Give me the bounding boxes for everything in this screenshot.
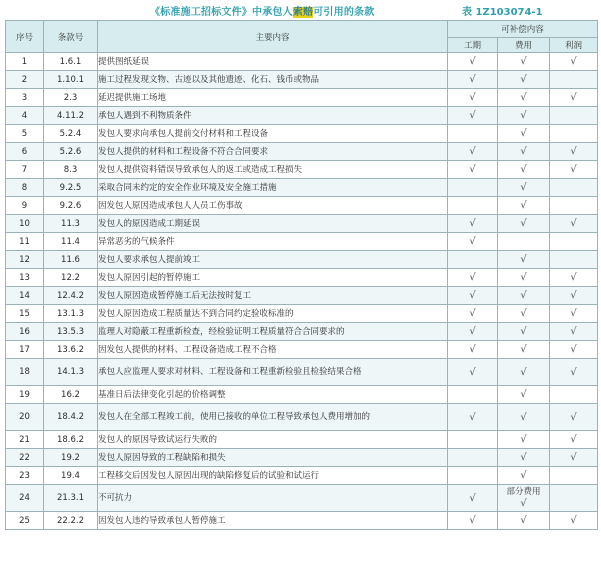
claims-table	[5, 20, 598, 530]
check-period	[448, 341, 498, 359]
row-content: 发包人原因引起的暂停施工	[98, 269, 448, 287]
row-seq: 12	[6, 251, 44, 269]
check-period	[448, 404, 498, 431]
check-cost	[498, 359, 550, 386]
check-period	[448, 215, 498, 233]
row-content: 基准日后法律变化引起的价格调整	[98, 386, 448, 404]
check-icon: √	[469, 492, 476, 504]
table-row	[6, 161, 598, 179]
row-clause: 22.2.2	[44, 512, 98, 530]
check-cost	[498, 125, 550, 143]
row-clause: 16.2	[44, 386, 98, 404]
check-cost	[498, 71, 550, 89]
row-content: 发包人原因造成暂停施工后无法按时复工	[98, 287, 448, 305]
row-seq: 16	[6, 323, 44, 341]
table-row	[6, 53, 598, 71]
col-seq-header: 序号	[6, 21, 44, 53]
row-seq: 11	[6, 233, 44, 251]
check-profit	[550, 485, 598, 512]
row-seq: 23	[6, 467, 44, 485]
check-icon: √	[469, 146, 476, 157]
check-period	[448, 125, 498, 143]
col-profit-header: 利润	[550, 38, 598, 53]
row-seq: 7	[6, 161, 44, 179]
table-row	[6, 404, 598, 431]
check-cost	[498, 53, 550, 71]
row-clause: 18.4.2	[44, 404, 98, 431]
check-icon: √	[520, 344, 527, 355]
check-icon: √	[570, 366, 577, 378]
check-period	[448, 233, 498, 251]
col-period-header: 工期	[448, 38, 498, 53]
check-icon: √	[469, 344, 476, 355]
row-clause: 2.3	[44, 89, 98, 107]
check-cost	[498, 467, 550, 485]
table-row	[6, 386, 598, 404]
row-seq: 1	[6, 53, 44, 71]
check-icon: √	[570, 56, 577, 67]
row-content: 发包人在全部工程竣工前，使用已接收的单位工程导致承包人费用增加的	[98, 404, 448, 431]
check-icon: √	[469, 515, 476, 526]
check-cost	[498, 323, 550, 341]
row-clause: 19.4	[44, 467, 98, 485]
check-period	[448, 467, 498, 485]
check-icon: √	[520, 92, 527, 103]
check-icon: √	[570, 411, 577, 423]
row-content: 发包人的原因导致试运行失败的	[98, 431, 448, 449]
check-icon: √	[570, 146, 577, 157]
row-seq: 5	[6, 125, 44, 143]
title-highlight: 索赔	[292, 7, 314, 18]
check-icon: √	[520, 498, 527, 509]
check-icon: √	[520, 164, 527, 175]
row-content: 承包人应监理人要求对材料、工程设备和工程重新检验且检验结果合格	[98, 359, 448, 386]
check-cost	[498, 215, 550, 233]
check-profit	[550, 143, 598, 161]
table-row	[6, 89, 598, 107]
row-seq: 24	[6, 485, 44, 512]
row-clause: 4.11.2	[44, 107, 98, 125]
check-period	[448, 287, 498, 305]
check-profit	[550, 449, 598, 467]
row-seq: 8	[6, 179, 44, 197]
check-period	[448, 197, 498, 215]
check-cost	[498, 251, 550, 269]
check-icon: √	[520, 326, 527, 337]
row-clause: 18.6.2	[44, 431, 98, 449]
check-cost	[498, 89, 550, 107]
row-clause: 13.5.3	[44, 323, 98, 341]
check-icon: √	[520, 56, 527, 67]
check-cost	[498, 431, 550, 449]
row-seq: 13	[6, 269, 44, 287]
row-seq: 17	[6, 341, 44, 359]
row-seq: 4	[6, 107, 44, 125]
row-clause: 12.4.2	[44, 287, 98, 305]
check-period	[448, 179, 498, 197]
row-clause: 5.2.4	[44, 125, 98, 143]
check-profit	[550, 197, 598, 215]
row-content: 发包人原因造成工程质量达不到合同约定验收标准的	[98, 305, 448, 323]
check-period	[448, 161, 498, 179]
check-icon: √	[570, 344, 577, 355]
row-content: 发包人提供资料错误导致承包人的返工或造成工程损失	[98, 161, 448, 179]
row-clause: 21.3.1	[44, 485, 98, 512]
check-icon: √	[570, 326, 577, 337]
check-period	[448, 305, 498, 323]
check-profit	[550, 341, 598, 359]
table-header	[6, 21, 598, 53]
row-clause: 1.10.1	[44, 71, 98, 89]
check-period	[448, 107, 498, 125]
check-icon: √	[520, 200, 527, 211]
check-cost	[498, 449, 550, 467]
row-seq: 10	[6, 215, 44, 233]
check-profit	[550, 179, 598, 197]
table-row	[6, 233, 598, 251]
check-icon: √	[520, 411, 527, 423]
check-icon: √	[570, 452, 577, 463]
row-seq: 6	[6, 143, 44, 161]
table-row	[6, 71, 598, 89]
check-icon: √	[520, 366, 527, 378]
check-icon: √	[570, 164, 577, 175]
row-seq: 3	[6, 89, 44, 107]
row-seq: 2	[6, 71, 44, 89]
check-cost	[498, 179, 550, 197]
check-icon: √	[520, 389, 527, 400]
row-content: 因发包人原因造成承包人人员工伤事故	[98, 197, 448, 215]
check-icon: √	[469, 366, 476, 378]
table-row	[6, 467, 598, 485]
check-profit	[550, 512, 598, 530]
check-icon: √	[520, 128, 527, 139]
row-clause: 9.2.5	[44, 179, 98, 197]
check-icon: √	[570, 272, 577, 283]
check-icon: √	[520, 254, 527, 265]
table-row	[6, 359, 598, 386]
check-profit	[550, 431, 598, 449]
check-profit	[550, 125, 598, 143]
check-profit	[550, 233, 598, 251]
check-profit	[550, 269, 598, 287]
check-icon: √	[520, 182, 527, 193]
check-profit	[550, 53, 598, 71]
table-row	[6, 512, 598, 530]
title-prefix: 《标准施工招标文件》中承包人	[150, 7, 293, 18]
table-title	[150, 3, 374, 18]
check-icon: √	[469, 290, 476, 301]
col-content-header: 主要内容	[98, 21, 448, 53]
check-icon: √	[520, 452, 527, 463]
check-period	[448, 386, 498, 404]
check-icon: √	[520, 74, 527, 85]
row-content: 发包人的原因造成工期延误	[98, 215, 448, 233]
row-clause: 12.2	[44, 269, 98, 287]
check-profit	[550, 215, 598, 233]
check-profit	[550, 323, 598, 341]
check-cost	[498, 512, 550, 530]
table-row	[6, 305, 598, 323]
check-profit	[550, 89, 598, 107]
table-row	[6, 179, 598, 197]
check-cost	[498, 233, 550, 251]
row-content: 发包人原因导致的工程缺陷和损失	[98, 449, 448, 467]
title-bar	[0, 0, 601, 20]
check-period	[448, 512, 498, 530]
check-icon: √	[570, 515, 577, 526]
check-icon: √	[469, 308, 476, 319]
check-icon: √	[520, 146, 527, 157]
table-row	[6, 107, 598, 125]
table-id: 表 1Z103074-1	[462, 7, 543, 18]
row-seq: 25	[6, 512, 44, 530]
col-clause-header: 条款号	[44, 21, 98, 53]
check-icon: √	[469, 92, 476, 103]
table-row	[6, 215, 598, 233]
check-profit	[550, 305, 598, 323]
check-icon: √	[520, 308, 527, 319]
check-icon: √	[520, 218, 527, 229]
check-icon: √	[469, 326, 476, 337]
check-icon: √	[469, 272, 476, 283]
row-content: 因发包人违约导致承包人暂停施工	[98, 512, 448, 530]
row-seq: 19	[6, 386, 44, 404]
check-cost	[498, 197, 550, 215]
row-content: 发包人要求向承包人提前交付材料和工程设备	[98, 125, 448, 143]
check-profit	[550, 386, 598, 404]
row-content: 承包人遇到不利物质条件	[98, 107, 448, 125]
check-icon: √	[469, 236, 476, 247]
table-body	[6, 53, 598, 530]
row-content: 施工过程发现文物、古迹以及其他遗迹、化石、钱币或物品	[98, 71, 448, 89]
row-seq: 22	[6, 449, 44, 467]
check-period	[448, 251, 498, 269]
row-content: 发包人提供的材料和工程设备不符合合同要求	[98, 143, 448, 161]
check-period	[448, 143, 498, 161]
row-content: 采取合同未约定的安全作业环境及安全施工措施	[98, 179, 448, 197]
check-profit	[550, 467, 598, 485]
table-row	[6, 449, 598, 467]
check-period	[448, 53, 498, 71]
check-icon: √	[520, 470, 527, 481]
check-icon: √	[570, 434, 577, 445]
row-clause: 11.6	[44, 251, 98, 269]
table-row	[6, 341, 598, 359]
row-clause: 13.6.2	[44, 341, 98, 359]
table-row	[6, 197, 598, 215]
row-clause: 13.1.3	[44, 305, 98, 323]
row-content: 提供图纸延误	[98, 53, 448, 71]
row-clause: 5.2.6	[44, 143, 98, 161]
row-content: 不可抗力	[98, 485, 448, 512]
row-clause: 11.4	[44, 233, 98, 251]
row-content: 异常恶劣的气候条件	[98, 233, 448, 251]
row-content: 监理人对隐蔽工程重新检查，经检验证明工程质量符合合同要求的	[98, 323, 448, 341]
row-clause: 11.3	[44, 215, 98, 233]
check-icon: √	[520, 515, 527, 526]
check-icon: √	[469, 164, 476, 175]
check-profit	[550, 71, 598, 89]
check-period	[448, 89, 498, 107]
row-seq: 15	[6, 305, 44, 323]
check-cost	[498, 143, 550, 161]
check-cost	[498, 485, 550, 512]
row-content: 因发包人提供的材料、工程设备造成工程不合格	[98, 341, 448, 359]
check-cost	[498, 341, 550, 359]
row-seq: 14	[6, 287, 44, 305]
table-row	[6, 143, 598, 161]
check-period	[448, 269, 498, 287]
row-clause: 14.1.3	[44, 359, 98, 386]
table-row	[6, 485, 598, 512]
table-row	[6, 287, 598, 305]
row-clause: 1.6.1	[44, 53, 98, 71]
row-seq: 21	[6, 431, 44, 449]
table-row	[6, 125, 598, 143]
check-profit	[550, 359, 598, 386]
row-seq: 9	[6, 197, 44, 215]
check-period	[448, 485, 498, 512]
check-icon: √	[469, 411, 476, 423]
title-suffix: 可引用的条款	[313, 7, 375, 18]
check-icon: √	[469, 110, 476, 121]
check-cost	[498, 305, 550, 323]
col-compensable-header: 可补偿内容	[448, 21, 598, 38]
check-icon: √	[520, 290, 527, 301]
check-icon: √	[570, 308, 577, 319]
table-row	[6, 269, 598, 287]
check-profit	[550, 287, 598, 305]
row-clause: 8.3	[44, 161, 98, 179]
check-icon: √	[520, 110, 527, 121]
row-seq: 18	[6, 359, 44, 386]
check-icon: √	[570, 218, 577, 229]
check-profit	[550, 107, 598, 125]
table-row	[6, 323, 598, 341]
check-profit	[550, 404, 598, 431]
check-profit	[550, 161, 598, 179]
check-icon: √	[469, 74, 476, 85]
check-cost	[498, 269, 550, 287]
check-period	[448, 71, 498, 89]
row-content: 工程移交后因发包人原因出现的缺陷修复后的试验和试运行	[98, 467, 448, 485]
check-icon: √	[520, 434, 527, 445]
check-period	[448, 359, 498, 386]
cost-note: 部分费用	[506, 487, 541, 497]
check-period	[448, 431, 498, 449]
check-icon: √	[520, 272, 527, 283]
row-content: 延迟提供施工场地	[98, 89, 448, 107]
check-period	[448, 323, 498, 341]
row-clause: 9.2.6	[44, 197, 98, 215]
row-seq: 20	[6, 404, 44, 431]
table-row	[6, 251, 598, 269]
col-cost-header: 费用	[498, 38, 550, 53]
table-row	[6, 431, 598, 449]
check-period	[448, 449, 498, 467]
check-cost	[498, 107, 550, 125]
check-profit	[550, 251, 598, 269]
check-icon: √	[570, 290, 577, 301]
row-clause: 19.2	[44, 449, 98, 467]
check-cost	[498, 404, 550, 431]
check-cost	[498, 386, 550, 404]
check-cost	[498, 161, 550, 179]
check-icon: √	[469, 56, 476, 67]
check-icon: √	[570, 92, 577, 103]
row-content: 发包人要求承包人提前竣工	[98, 251, 448, 269]
check-cost	[498, 287, 550, 305]
check-icon: √	[469, 218, 476, 229]
